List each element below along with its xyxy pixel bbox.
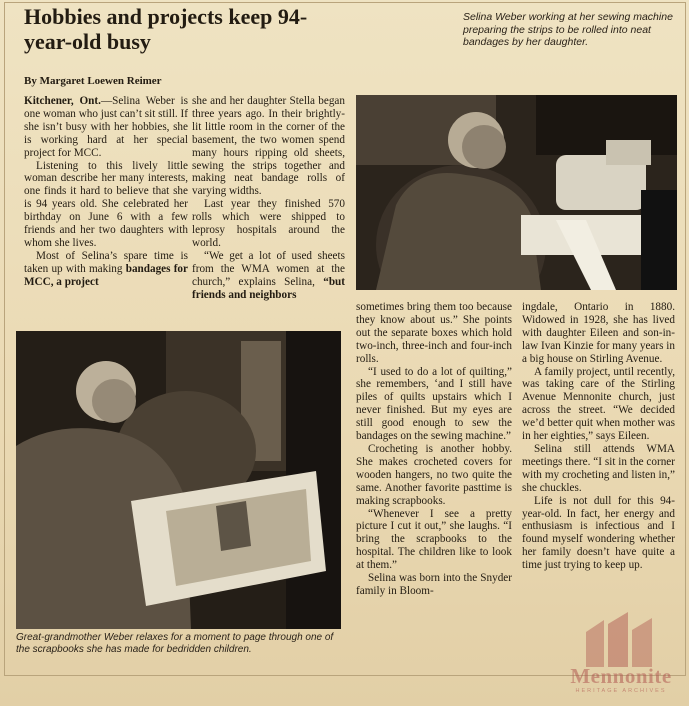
sewing-photo-illustration (356, 95, 677, 290)
article-column-4 (522, 301, 675, 572)
watermark-title: Mennonite (570, 664, 672, 688)
paragraph-text-bold: “but friends and neighbors (192, 275, 345, 301)
paragraph: sometimes bring them too because they know about us.” She points out the separate boxes which hold two-inch, three-inch and four-inch rolls. (356, 301, 512, 365)
paragraph (24, 95, 188, 160)
scrapbook-photo-illustration (16, 331, 341, 629)
watermark-subtitle: HERITAGE ARCHIVES (575, 688, 667, 694)
paragraph: Life is not dull for this 94-year-old. In fact, her energy and enthusiasm is infectious and I found myself wondering whether her family doesn’t have quite a time just trying to keep up. (522, 494, 675, 572)
paragraph: Selina was born into the Snyder family in Bloom- (356, 572, 512, 597)
bottom-photo-caption: Great-grandmother Weber relaxes for a moment to page through one of the scrapbooks she has made for bedridden children. (16, 632, 334, 655)
archive-watermark (556, 612, 686, 702)
article-column-1 (24, 95, 188, 289)
paragraph-text-bold: bandages for MCC, a project (24, 262, 188, 288)
article-column-2 (192, 95, 345, 302)
article-column-3 (356, 301, 512, 598)
archive-logo-icon (556, 612, 686, 667)
byline: By Margaret Loewen Reimer (24, 75, 162, 87)
paragraph: she and her daughter Stella began three years ago. In their brightly-lit little room in the corner of the basement, the two women spend many hours ripping old sheets, sewing the strips together and making neat bandage rolls of varying widths. (192, 95, 345, 198)
paragraph: Crocheting is another hobby. She makes crocheted covers for wooden hangers, no two quite the same. Another favorite pasttime is making scrapbooks. (356, 442, 512, 507)
scrapbook-photo (16, 331, 341, 629)
paragraph: “I used to do a lot of quilting,” she remembers, ‘and I still have piles of quilts upstairs which I never finished. But my eyes are still good enough to sew the bandages on the sewing machine.” (356, 365, 512, 443)
paragraph-text: “We get a lot of used sheets from the WMA women at the church,” explains Selina, (192, 249, 345, 288)
paragraph-text: —Selina Weber is one woman who just can’t sit still. If she isn’t busy with her hobbies, she is working hard at her special project for MCC. (24, 95, 189, 159)
headline: Hobbies and projects keep 94-year-old busy (24, 4, 308, 54)
paragraph: Listening to this lively little woman describe her many interests, one finds it hard to believe that she is 94 years old. She celebrated her birthday on June 6 with a few friends and her two daughters with whom she lives. (24, 159, 188, 249)
sewing-machine-photo (356, 95, 677, 290)
top-photo-caption: Selina Weber working at her sewing machine preparing the strips to be rolled into neat bandages by her daughter. (463, 11, 673, 48)
dateline: Kitchener, Ont. (24, 95, 101, 107)
paragraph: Selina still attends WMA meetings there. “I sit in the corner with my crocheting and listen in,” she chuckles. (522, 442, 675, 494)
paragraph: “Whenever I see a pretty picture I cut it out,” she laughs. “I bring the scrapbooks to the hospital. The children like to look at them.” (356, 507, 512, 572)
paragraph-text: Most of Selina’s spare time is taken up with making (24, 249, 188, 275)
paragraph: Last year they finished 570 rolls which were shipped to leprosy hospitals around the world. (192, 198, 345, 249)
paragraph: ingdale, Ontario in 1880. Widowed in 1928, she has lived with daughter Eileen and son-in-law Ivan Kinzie for many years in a big house on Stirling Avenue. (522, 301, 675, 365)
paragraph: A family project, until recently, was taking care of the Stirling Avenue Mennonite church, just across the street. “We decided we’d better quit when mother was in her eighties,” says Eileen. (522, 365, 675, 443)
paragraph (24, 250, 188, 289)
paragraph (192, 250, 345, 302)
